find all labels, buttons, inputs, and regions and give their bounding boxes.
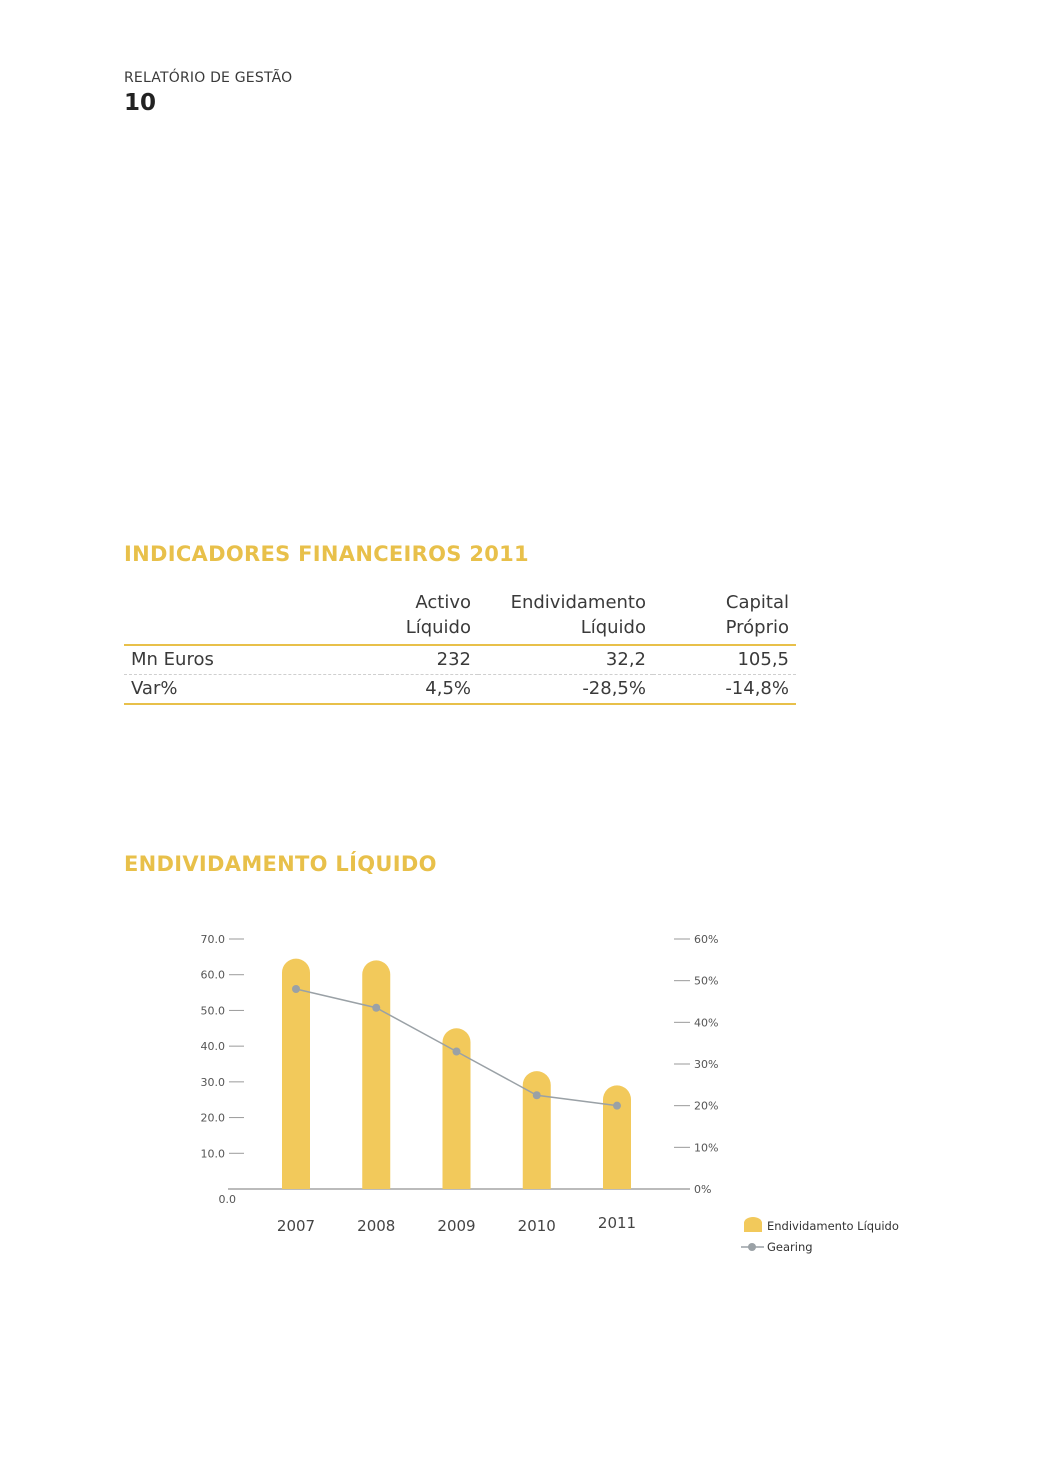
bar-2007 xyxy=(282,959,310,1189)
table-row xyxy=(124,645,796,675)
bar-2009 xyxy=(443,1028,471,1189)
table-header-row xyxy=(124,590,796,645)
table-cell: 32,2 xyxy=(605,649,646,670)
gearing-point-2009 xyxy=(453,1048,461,1056)
legend-bar-swatch xyxy=(744,1217,762,1232)
financial-indicators-table xyxy=(124,590,796,705)
gearing-point-2010 xyxy=(533,1091,541,1099)
table-cell: -14,8% xyxy=(725,678,789,699)
table-cell: 105,5 xyxy=(737,649,789,670)
section-header: RELATÓRIO DE GESTÃO xyxy=(124,70,293,86)
category-label: 2009 xyxy=(437,1217,476,1235)
right-axis-tick-label: 10% xyxy=(694,1141,719,1155)
gearing-point-2008 xyxy=(372,1004,380,1012)
category-label: 2008 xyxy=(357,1217,396,1235)
bar-2011 xyxy=(603,1085,631,1189)
left-axis-tick-label: 70.0 xyxy=(200,933,225,946)
right-axis-tick-label: 50% xyxy=(694,974,719,988)
category-label: 2011 xyxy=(597,1214,637,1232)
row-label: Var% xyxy=(131,678,178,699)
legend-label-bar: Endividamento Líquido xyxy=(767,1219,899,1233)
right-axis-tick-label: 60% xyxy=(694,933,719,946)
column-header-capital: Capital Próprio xyxy=(725,592,789,638)
left-axis-tick-label: 40.0 xyxy=(200,1040,225,1054)
left-axis-tick-label: 60.0 xyxy=(200,968,225,982)
bar-2008 xyxy=(362,960,390,1189)
left-axis-tick-label: 20.0 xyxy=(200,1111,225,1125)
endividamento-title: ENDIVIDAMENTO LÍQUIDO xyxy=(124,852,437,876)
right-axis-tick-label: 30% xyxy=(694,1058,719,1071)
left-axis-tick-label: 30.0 xyxy=(200,1075,225,1089)
table-cell: -28,5% xyxy=(582,678,646,699)
left-axis-tick-label: 10.0 xyxy=(200,1147,225,1161)
table-header-blank xyxy=(124,590,381,645)
left-axis-tick-label: 50.0 xyxy=(200,1004,225,1018)
indicadores-title: INDICADORES FINANCEIROS 2011 xyxy=(124,542,529,566)
page-number: 10 xyxy=(124,90,157,116)
bar-2010 xyxy=(523,1071,551,1189)
legend-label-line: Gearing xyxy=(767,1240,813,1254)
column-header-endividamento: Endividamento Líquido xyxy=(510,592,646,638)
right-axis-tick-label: 0% xyxy=(694,1183,712,1196)
table-cell: 232 xyxy=(436,649,471,670)
table-cell: 4,5% xyxy=(425,678,471,699)
legend-line-marker xyxy=(748,1243,756,1251)
column-header-activo: Activo Líquido xyxy=(405,592,471,638)
left-axis-tick-label: 0.0 xyxy=(218,1193,236,1206)
gearing-point-2007 xyxy=(292,985,300,993)
row-label: Mn Euros xyxy=(131,649,214,670)
category-label: 2010 xyxy=(517,1217,556,1235)
gearing-line xyxy=(296,989,617,1106)
table-row xyxy=(124,675,796,705)
right-axis-tick-label: 20% xyxy=(694,1099,719,1113)
gearing-point-2011 xyxy=(613,1102,621,1110)
category-label: 2007 xyxy=(276,1217,316,1235)
right-axis-tick-label: 40% xyxy=(694,1016,719,1030)
